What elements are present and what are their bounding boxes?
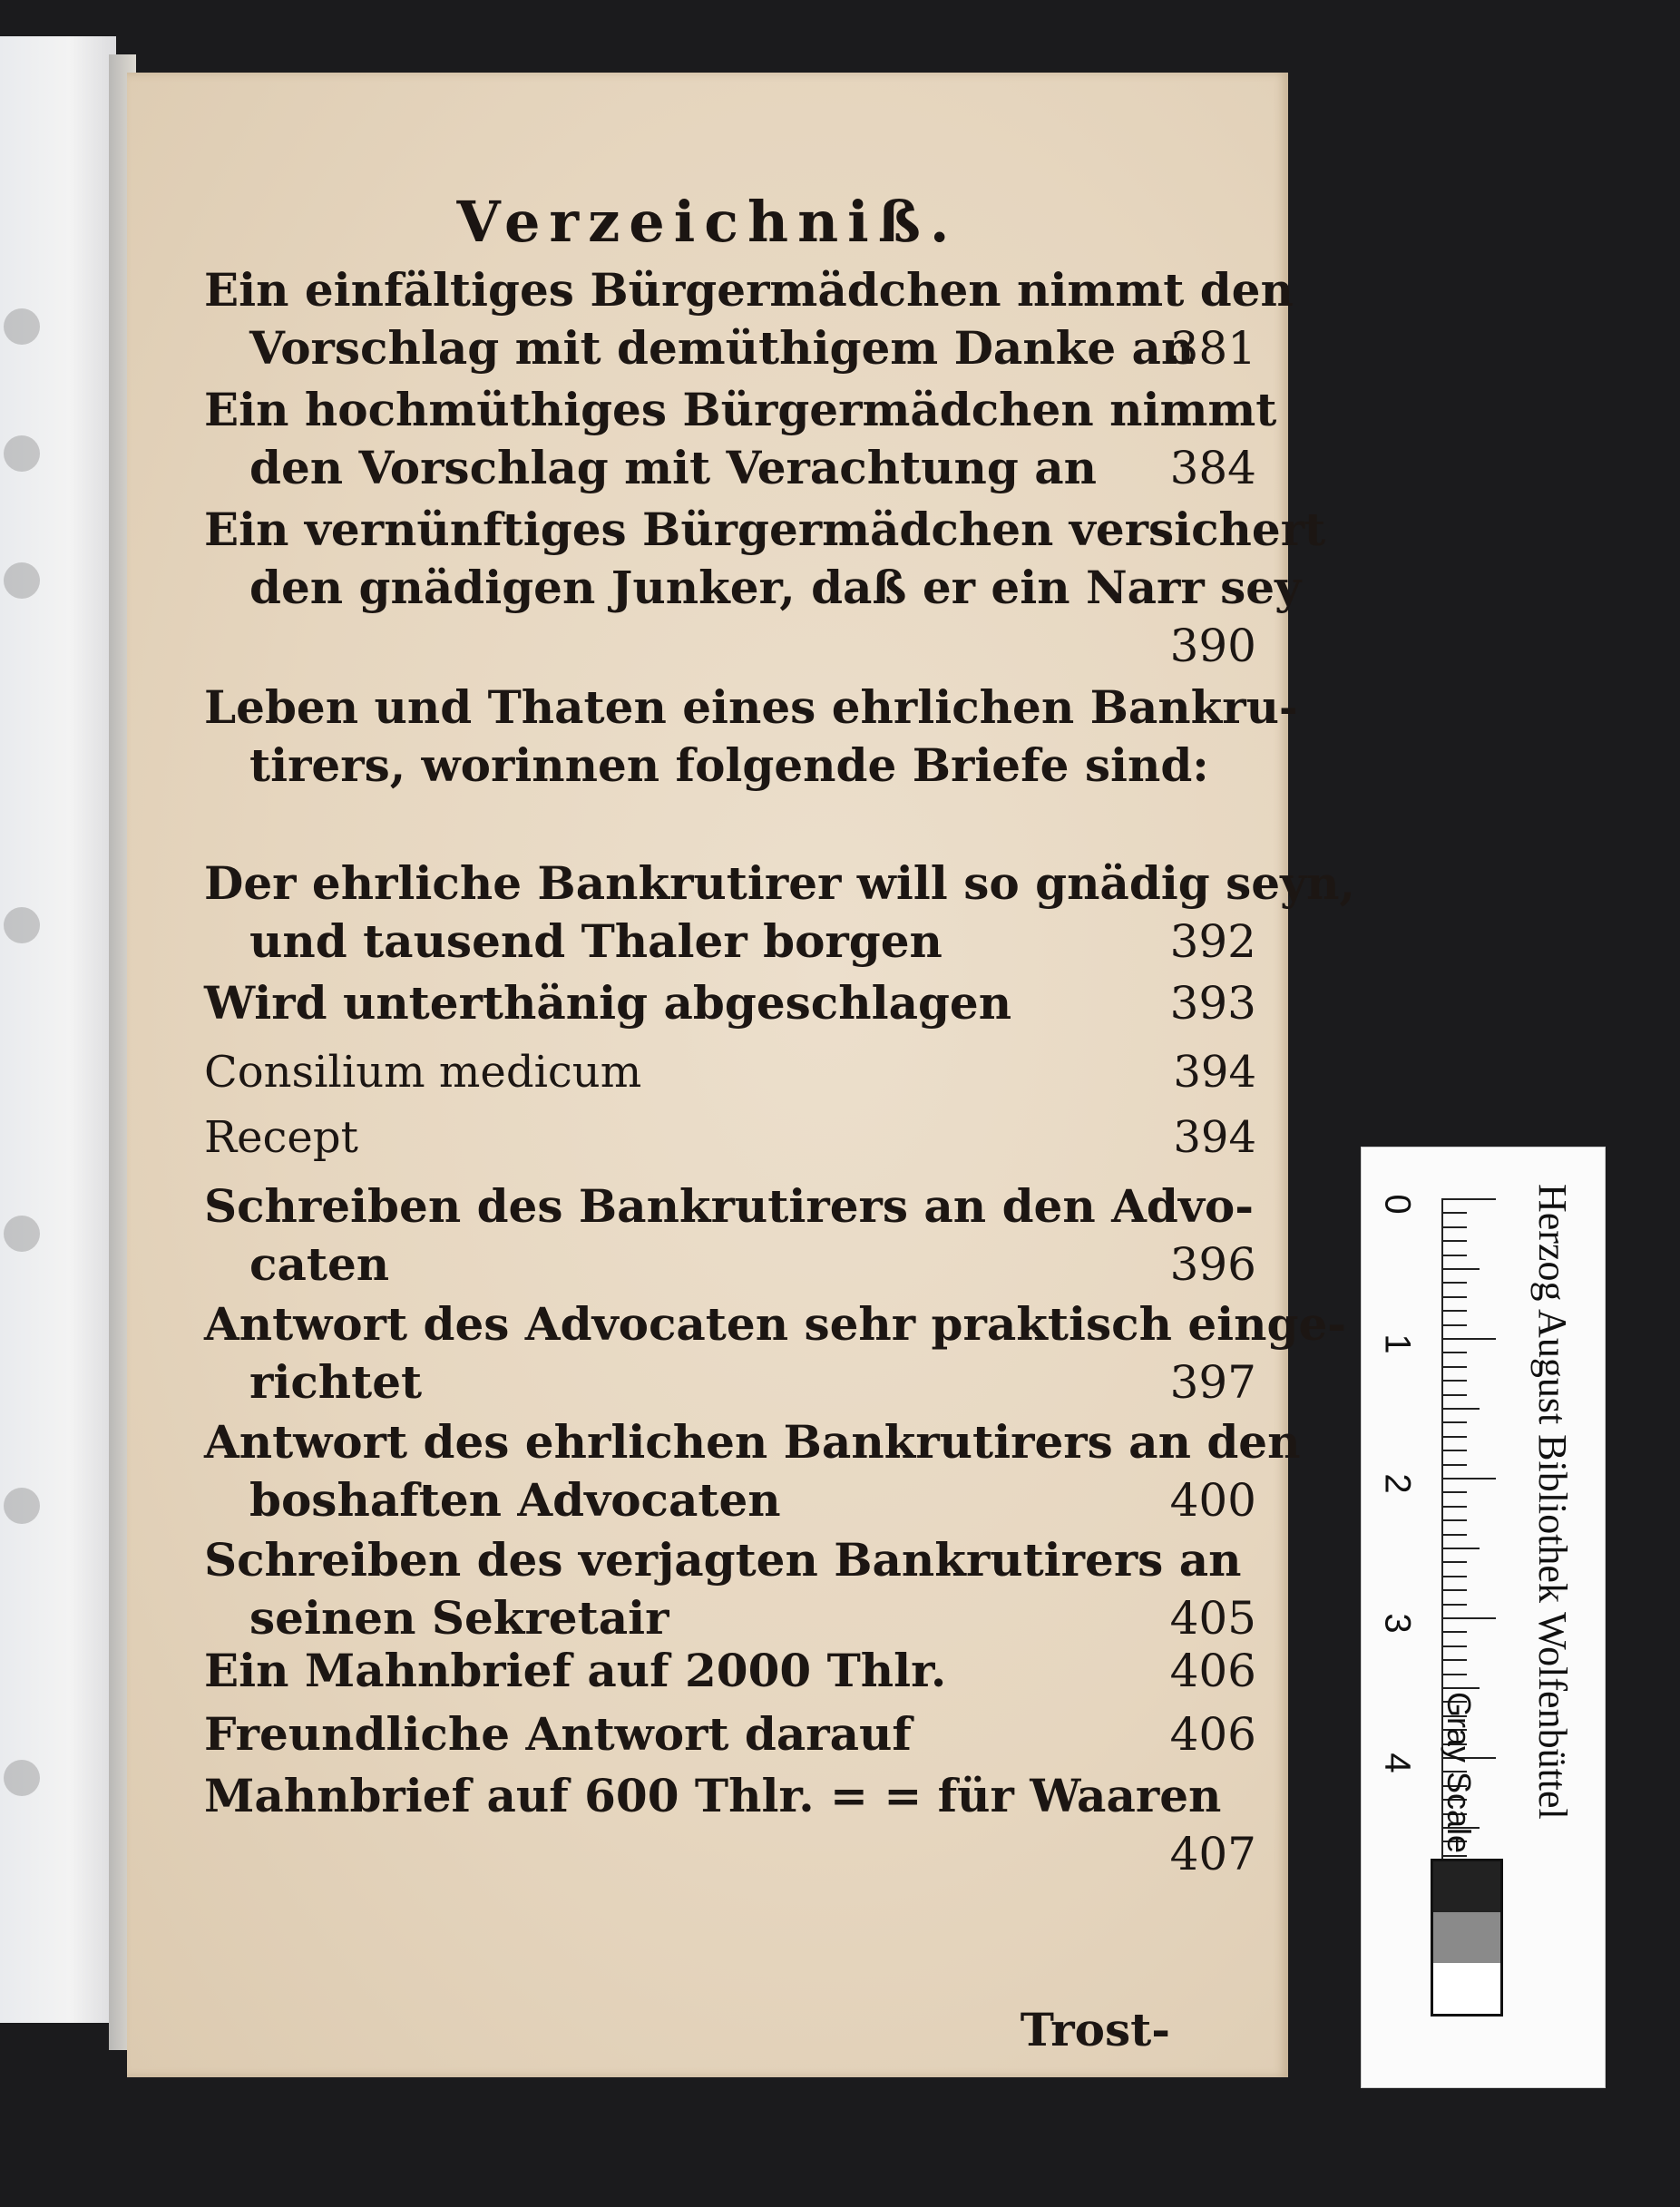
ruler-tick [1441,1296,1467,1298]
ruler-number: 1 [1377,1333,1418,1354]
toc-entry-line: Schreiben des verjagten Bankrutirers an [204,1533,1242,1587]
bleed-through-mark [4,1216,40,1252]
toc-entry-line: den Vorschlag mit Verachtung an [249,441,1098,494]
ruler-tick [1441,1338,1496,1340]
toc-page-number: 405 [1169,1592,1256,1645]
ruler-tick [1441,1589,1467,1591]
toc-entry [204,974,1256,1032]
toc-page-number: 392 [1169,915,1256,968]
toc-page-number: 394 [1173,1112,1256,1163]
toc-entry-line: und tausend Thaler borgen [249,914,943,968]
ruler-number: 4 [1377,1753,1418,1773]
toc-entry-line: Freundliche Antwort darauf [204,1707,912,1761]
bleed-through-mark [4,435,40,472]
toc-entry-line: tirers, worinnen folgende Briefe sind: [249,738,1209,792]
gray-scale-label: Gray Scale [1441,1692,1478,1854]
ruler-tick [1441,1478,1496,1479]
toc-entry [204,854,1355,971]
bleed-through-mark [4,562,40,599]
toc-page-number: 406 [1169,1708,1256,1761]
ruler-tick [1441,1855,1467,1857]
ruler-tick [1441,1576,1467,1577]
toc-entry [204,1413,1301,1529]
ruler-tick [1441,1352,1467,1353]
toc-page-number: 393 [1169,977,1256,1030]
ruler-tick [1441,1226,1467,1228]
toc-entry [204,1043,1256,1101]
ruler-tick [1441,1240,1467,1242]
toc-page-number: 400 [1169,1474,1256,1527]
ruler-tick [1441,1212,1467,1214]
toc-entry-line: den gnädigen Junker, daß er ein Narr sey [249,561,1302,614]
toc-entry-line: Ein einfältiges Bürgermädchen nimmt den [204,263,1294,317]
toc-entry [204,1108,1256,1167]
ruler-tick [1441,1631,1467,1633]
toc-entry-line: Antwort des Advocaten sehr praktisch einge- [204,1297,1347,1351]
toc-entry-line: Ein hochmüthiges Bürgermädchen nimmt [204,383,1277,436]
toc-entry [204,501,1326,672]
ruler-tick [1441,1491,1467,1493]
toc-entry-line: boshaften Advocaten [249,1473,781,1527]
ruler-tick [1441,1506,1467,1508]
ruler-tick [1441,1324,1467,1326]
ruler-tick [1441,1534,1467,1536]
toc-entry [204,1177,1256,1294]
ruler-number: 3 [1377,1613,1418,1634]
left-page-edge [0,36,116,2023]
ruler-tick [1441,1548,1480,1549]
ruler-tick [1441,1408,1480,1410]
ruler-tick [1441,1421,1467,1423]
toc-entry-line: Antwort des ehrlichen Bankrutirers an den [204,1415,1301,1469]
toc-page-number: 407 [1169,1828,1256,1880]
toc-entry-line: Recept [204,1112,358,1163]
toc-entry-line: seinen Sekretair [249,1591,669,1645]
ruler-number: 0 [1377,1194,1418,1215]
ruler-tick [1441,1255,1467,1256]
ruler-tick [1441,1617,1496,1619]
toc-entry [204,1295,1347,1411]
ruler-tick [1441,1198,1496,1200]
ruler-tick [1441,1380,1467,1382]
toc-entry [204,261,1294,377]
toc-entry-line: Vorschlag mit demüthigem Danke an [249,321,1195,375]
toc-entry [204,381,1277,497]
ruler-tick [1441,1645,1467,1647]
bleed-through-mark [4,1488,40,1524]
toc-entry-line: Wird unterthänig abgeschlagen [204,976,1012,1030]
ruler-tick [1441,1282,1467,1284]
toc-entry-line: Ein Mahnbrief auf 2000 Thlr. [204,1644,947,1697]
swatch-black [1433,1861,1500,1912]
toc-page-number: 394 [1173,1047,1256,1098]
ruler-tick [1441,1394,1467,1396]
ruler-number: 2 [1377,1473,1418,1494]
toc-page-number: 397 [1169,1356,1256,1409]
toc-page-number: 406 [1169,1645,1256,1697]
toc-entry-line: Ein vernünftiges Bürgermädchen versichert [204,503,1326,556]
ruler-tick [1441,1659,1467,1661]
ruler-tick [1441,1561,1467,1563]
toc-entry [204,1642,1256,1700]
toc-entry-line: caten [249,1237,390,1291]
bleed-through-mark [4,308,40,345]
ruler-tick [1441,1674,1467,1675]
swatch-gray [1433,1912,1500,1963]
institution-label: Herzog August Bibliothek Wolfenbüttel [1530,1184,1575,1820]
toc-entry-line: Mahnbrief auf 600 Thlr. = = für Waaren [204,1769,1222,1822]
gray-swatches [1431,1859,1503,2017]
toc-page-number: 390 [1169,620,1256,672]
bleed-through-mark [4,907,40,943]
ruler-tick [1441,1519,1467,1521]
ruler-numbers [1377,1175,1441,1900]
ruler-tick [1441,1436,1467,1438]
toc-page-number: 396 [1169,1238,1256,1291]
ruler-tick [1441,1268,1480,1270]
toc-entry-line: Schreiben des Bankrutirers an den Advo- [204,1179,1255,1233]
ruler-tick [1441,1450,1467,1451]
ruler-tick [1441,1464,1467,1466]
ruler-tick [1441,1604,1467,1606]
toc-page-number: 381 [1169,322,1256,375]
color-scale-ruler [1361,1147,1606,2088]
bleed-through-mark [4,1760,40,1796]
toc-entry-line: richtet [249,1355,423,1409]
page-title: Verzeichniß. [456,189,959,255]
book-page [127,73,1355,2077]
toc-entry [204,679,1298,795]
ruler-tick [1441,1310,1467,1312]
toc-page-number: 384 [1169,442,1256,494]
swatch-white [1433,1963,1500,2014]
toc-entry-line: Leben und Thaten eines ehrlichen Bankru- [204,680,1298,734]
ruler-tick [1441,1366,1467,1368]
catchword: Trost- [1020,2003,1170,2056]
toc-entry [204,1531,1256,1647]
ruler-tick [1441,1687,1480,1689]
toc-entry [204,1767,1256,1880]
toc-entry-line: Der ehrliche Bankrutirer will so gnädig seyn, [204,856,1355,910]
toc-entry [204,1705,1256,1763]
toc-entry-line: Consilium medicum [204,1047,642,1098]
